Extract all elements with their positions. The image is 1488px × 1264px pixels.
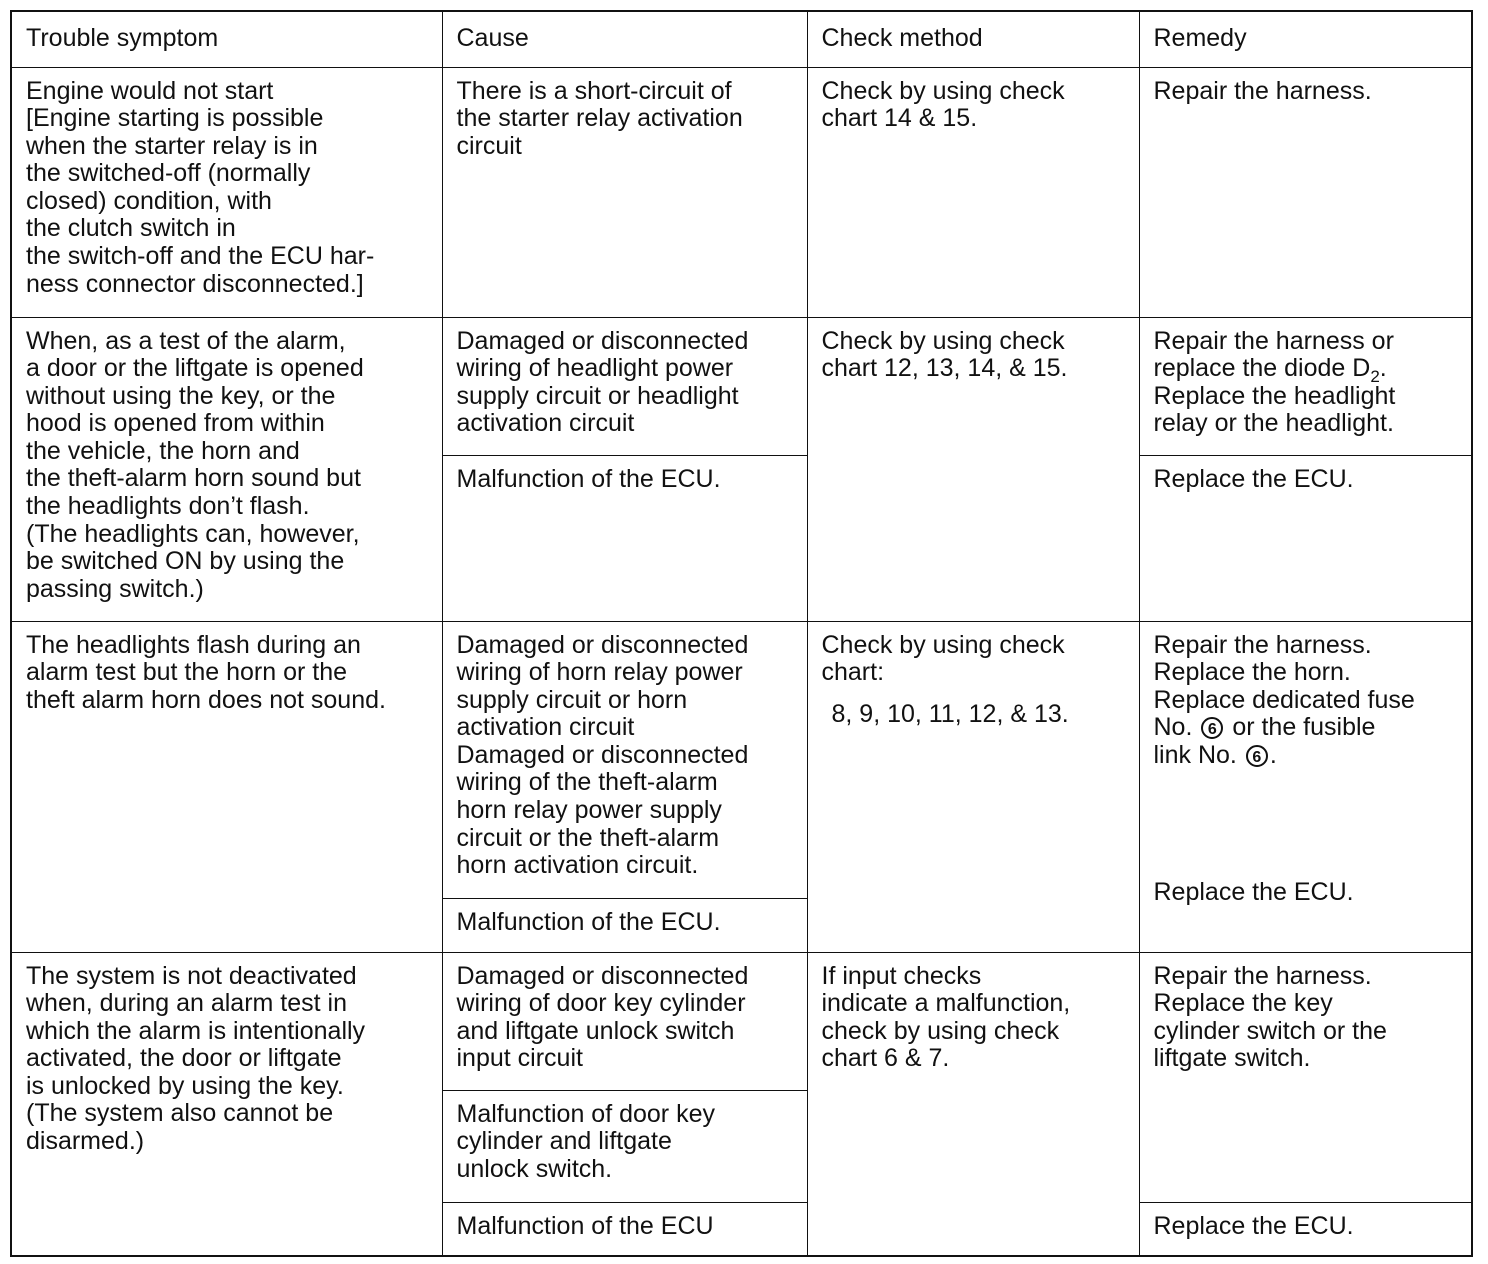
cause-cell: Malfunction of door key cylinder and liftgate unlock switch. xyxy=(442,1090,807,1202)
troubleshooting-table xyxy=(10,10,1473,1257)
header-check-method: Check method xyxy=(807,11,1139,67)
remedy-cell: Repair the harness. xyxy=(1139,67,1472,317)
symptom-cell: When, as a test of the alarm, a door or the liftgate is opened without using the key, or the hood is opened from within the vehicle, the horn and the theft-alarm horn sound but the headlights don’t flash. (The headlights can, however, be switched ON by using the passing switch.) xyxy=(11,317,442,621)
cause-cell: Damaged or disconnected wiring of horn relay power supply circuit or horn activation circuit Damaged or disconnected wiring of the theft-alarm horn relay power supply circuit or the theft-alarm horn activation circuit. xyxy=(442,621,807,898)
table-row xyxy=(11,952,1472,1090)
cause-cell: Malfunction of the ECU. xyxy=(442,898,807,952)
check-method-cell: If input checks indicate a malfunction, check by using check chart 6 & 7. xyxy=(807,952,1139,1256)
header-remedy: Remedy xyxy=(1139,11,1472,67)
check-method-cell: Check by using check chart: 8, 9, 10, 11, 12, & 13. xyxy=(807,621,1139,952)
remedy-cell: Replace the ECU. xyxy=(1139,455,1472,621)
troubleshooting-sheet xyxy=(10,10,1471,1255)
symptom-cell: The system is not deactivated when, during an alarm test in which the alarm is intentionally activated, the door or liftgate is unlocked by using the key. (The system also cannot be disarmed.) xyxy=(11,952,442,1256)
cause-cell: Malfunction of the ECU. xyxy=(442,455,807,621)
symptom-cell: The headlights flash during an alarm test but the horn or the theft alarm horn does not sound. xyxy=(11,621,442,952)
table-row xyxy=(11,67,1472,317)
remedy-cell: Repair the harness. Replace the key cylinder switch or the liftgate switch. xyxy=(1139,952,1472,1202)
cause-cell: Malfunction of the ECU xyxy=(442,1202,807,1256)
check-method-cell: Check by using check chart 14 & 15. xyxy=(807,67,1139,317)
cause-cell: Damaged or disconnected wiring of door key cylinder and liftgate unlock switch input circuit xyxy=(442,952,807,1090)
check-method-cell: Check by using check chart 12, 13, 14, & 15. xyxy=(807,317,1139,621)
circled-number-6: 6 xyxy=(1201,717,1223,739)
remedy-cell: Repair the harness. Replace the horn. Replace dedicated fuse No. 6 or the fusible link No. 6 . Replace the ECU. xyxy=(1139,621,1472,952)
symptom-cell: Engine would not start [Engine starting is possible when the starter relay is in the switched-off (normally closed) condition, with the clutch switch in the switch-off and the ECU har- ness connector disconnected.] xyxy=(11,67,442,317)
header-row xyxy=(11,11,1472,67)
header-trouble-symptom: Trouble symptom xyxy=(11,11,442,67)
remedy-cell: Repair the harness or replace the diode $D_2$. Replace the headlight relay or the headlight. xyxy=(1139,317,1472,455)
cause-cell: Damaged or disconnected wiring of headlight power supply circuit or headlight activation circuit xyxy=(442,317,807,455)
table-row xyxy=(11,621,1472,898)
subscript: 2 xyxy=(1370,367,1380,387)
cause-cell: There is a short-circuit of the starter relay activation circuit xyxy=(442,67,807,317)
circled-number-6: 6 xyxy=(1246,745,1268,767)
table-row xyxy=(11,317,1472,455)
header-cause: Cause xyxy=(442,11,807,67)
remedy-cell: Replace the ECU. xyxy=(1139,1202,1472,1256)
